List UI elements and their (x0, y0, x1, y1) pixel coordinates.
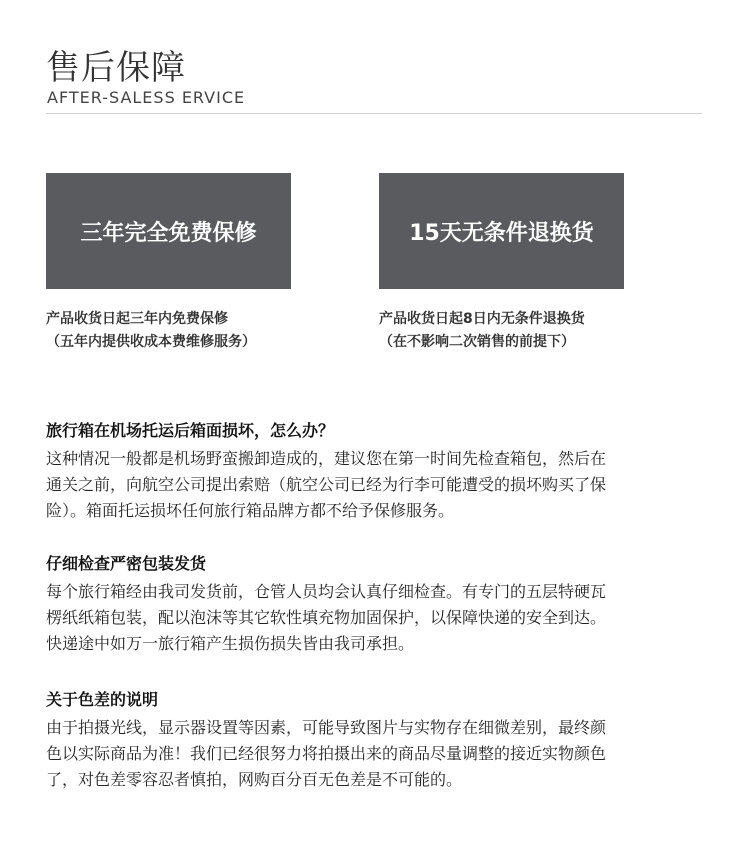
return-banner-label: 15天无条件退换货 (409, 220, 594, 246)
body-line: 了，对色差零容忍者慎拍，网购百分百无色差是不可能的。 (46, 770, 463, 789)
return-caption-line1: 产品收货日起8日内无条件退换货 (379, 311, 585, 327)
packaging-body (46, 579, 706, 657)
color-difference-section (46, 689, 706, 793)
page-subtitle: AFTER-SALESS ERVICE (47, 88, 246, 107)
return-banner (379, 173, 624, 289)
body-line: 快递途中如万一旅行箱产生损伤损失皆由我司承担。 (46, 634, 415, 653)
body-line: 色以实际商品为准！我们已经很努力将拍摄出来的商品尽量调整的接近实物颜色 (46, 744, 607, 763)
warranty-caption-line1: 产品收货日起三年内免费保修 (46, 311, 228, 327)
faq-luggage-damage-body (46, 446, 706, 524)
body-line: 这种情况一般都是机场野蛮搬卸造成的，建议您在第一时间先检查箱包，然后在 (46, 449, 607, 468)
packaging-heading: 仔细检查严密包装发货 (46, 554, 207, 573)
body-line: 楞纸纸箱包装，配以泡沫等其它软性填充物加固保护，以保障快递的安全到达。 (46, 608, 607, 627)
packaging-section (46, 553, 706, 657)
header-divider (46, 113, 702, 114)
warranty-caption (46, 308, 256, 354)
body-line: 险）。箱面托运损坏任何旅行箱品牌方都不给予保修服务。 (46, 501, 455, 520)
color-difference-body (46, 715, 706, 793)
body-line: 通关之前，向航空公司提出索赔（航空公司已经为行李可能遭受的损坏购买了保 (46, 475, 607, 494)
warranty-caption-line2: （五年内提供收成本费维修服务） (46, 334, 256, 350)
warranty-banner-label: 三年完全免费保修 (80, 220, 257, 246)
faq-luggage-damage (46, 420, 706, 524)
body-line: 每个旅行箱经由我司发货前，仓管人员均会认真仔细检查。有专门的五层特硬瓦 (46, 582, 607, 601)
faq-luggage-damage-heading: 旅行箱在机场托运后箱面损坏，怎么办？ (46, 421, 335, 440)
page-title: 售后保障 (46, 48, 186, 88)
body-line: 由于拍摄光线，显示器设置等因素，可能导致图片与实物存在细微差别，最终颜 (46, 718, 607, 737)
color-difference-heading: 关于色差的说明 (46, 690, 159, 709)
warranty-banner (46, 173, 291, 289)
return-caption-line2: （在不影响二次销售的前提下） (379, 334, 575, 350)
return-caption (379, 308, 585, 354)
